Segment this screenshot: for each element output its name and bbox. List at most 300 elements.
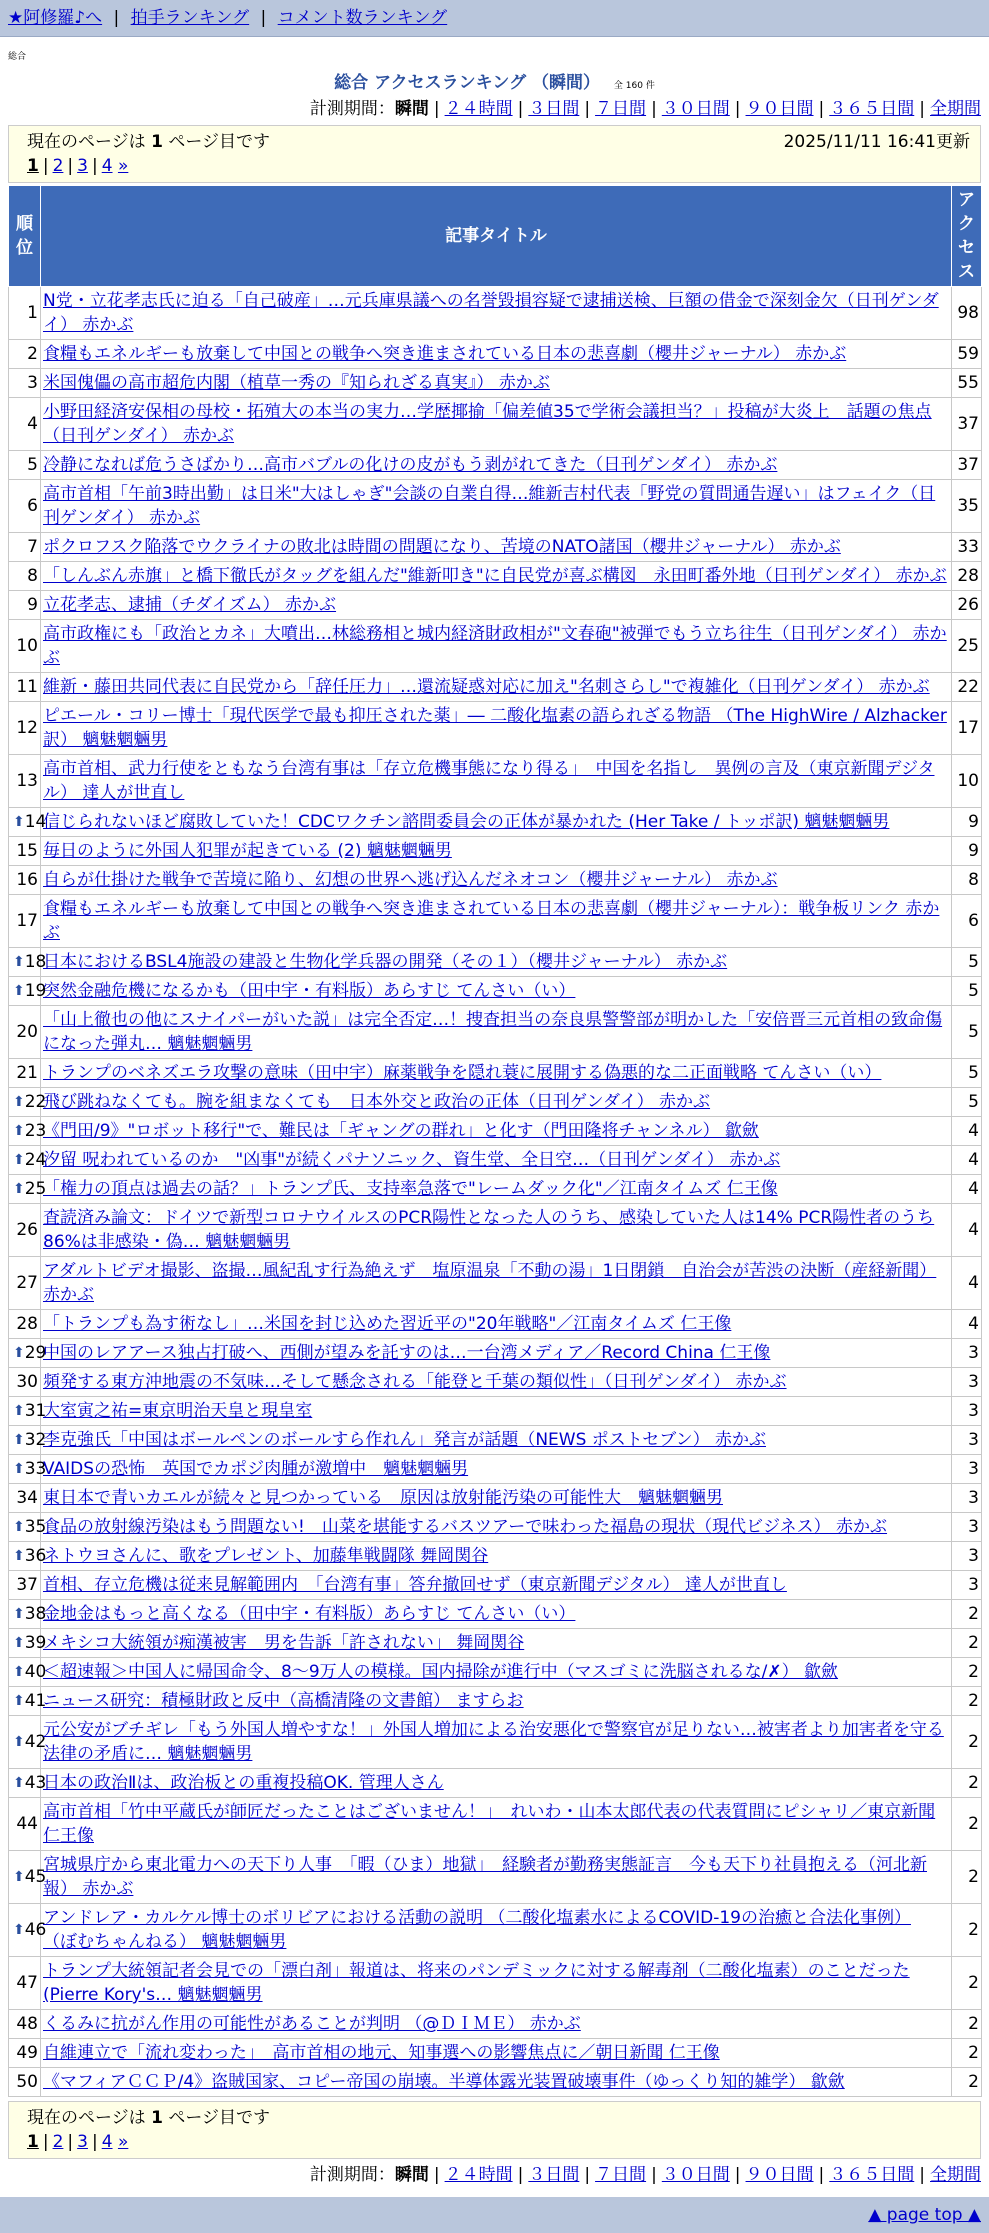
article-link[interactable]: 中国のレアアース独占打破へ、西側が望みを託すのは…一台湾メディア／Record China 仁王像 [43, 1343, 771, 1363]
period-link[interactable]: ３日間 [528, 2165, 580, 2185]
article-link[interactable]: 飛び跳ねなくても。腕を組まなくても 日本外交と政治の正体（日刊ゲンダイ） 赤かぶ [43, 1092, 711, 1112]
access-count: 4 [952, 1257, 982, 1310]
rank-cell [9, 702, 41, 755]
rank-number: 40 [24, 1662, 47, 1682]
rank-number: 42 [24, 1732, 47, 1752]
title-cell [41, 948, 952, 977]
rank-number: 6 [27, 496, 38, 516]
rank-number: 7 [27, 537, 38, 557]
rank-cell [9, 1339, 47, 1368]
title-cell [41, 1904, 952, 1957]
title-cell [41, 1571, 952, 1600]
up-arrow-icon: ⬆ [13, 954, 25, 970]
access-count: 3 [952, 1571, 982, 1600]
rank-cell [9, 866, 41, 895]
title-cell [41, 591, 952, 620]
access-count: 3 [952, 1513, 982, 1542]
title-cell [41, 1542, 952, 1571]
access-count: 3 [952, 1368, 982, 1397]
rank-number: 12 [16, 718, 38, 738]
article-link[interactable]: 食品の放射線汚染はもう問題ない! 山菜を堪能するバスツアーで味わった福島の現状（現代ビジネス） 赤かぶ [43, 1517, 888, 1537]
article-link[interactable]: 査読済み論文：ドイツで新型コロナウイルスのPCR陽性となった人のうち、感染していた人は14% PCR陽性者のうち86%は非感染・偽… 魑魅魍魎男 [43, 1208, 935, 1252]
rank-cell [9, 1716, 47, 1769]
access-count: 4 [952, 1175, 982, 1204]
rank-cell [9, 1571, 41, 1600]
title-cell [41, 808, 952, 837]
total-count: 全 160 件 [613, 81, 655, 91]
rank-cell [9, 1957, 41, 2010]
table-row [9, 948, 982, 977]
period-separator: | [517, 2165, 524, 2185]
rank-number: 50 [16, 2072, 38, 2092]
page-info-box [8, 125, 981, 183]
title-cell [41, 1146, 952, 1175]
article-link[interactable]: 宮城県庁から東北電力への天下り人事 「暇（ひま）地獄」 経験者が勤務実態証言 今も天下り社員抱える（河北新報） 赤かぶ [43, 1855, 927, 1899]
pager-separator: | [91, 2132, 98, 2152]
article-link[interactable]: 《マフィアＣＣＰ/4》盗賊国家、コピー帝国の崩壊。半導体露光装置破壊事件（ゆっくり知的雑学） 歙歛 [43, 2072, 845, 2092]
column-header-access: アクセス [952, 186, 982, 287]
access-count: 2 [952, 1769, 982, 1798]
access-count: 5 [952, 948, 982, 977]
pager-next-link[interactable]: » [117, 156, 129, 176]
article-link[interactable]: 自維連立で「流れ変わった」 高市首相の地元、知事選への影響焦点に／朝日新聞 仁王像 [43, 2043, 720, 2063]
rank-number: 31 [24, 1401, 47, 1421]
article-link[interactable]: 高市政権にも「政治とカネ」大噴出…林総務相と城内経済財政相が"文春砲"被弾でもう立ち往生（日刊ゲンダイ） 赤かぶ [43, 624, 947, 668]
rank-number: 41 [24, 1691, 47, 1711]
title-cell [41, 1368, 952, 1397]
table-row [9, 1426, 982, 1455]
access-count: 3 [952, 1426, 982, 1455]
table-row [9, 1851, 982, 1904]
access-count: 4 [952, 1310, 982, 1339]
rank-cell [9, 1368, 41, 1397]
article-link[interactable]: 高市首相「竹中平蔵氏が師匠だったことはございません！」 れいわ・山本太郎代表の代表質問にピシャリ／東京新聞 仁王像 [43, 1802, 936, 1846]
rank-cell [9, 895, 41, 948]
table-row [9, 287, 982, 340]
bottom-bar [0, 2197, 989, 2233]
rank-number: 9 [27, 595, 38, 615]
period-separator: | [818, 2165, 825, 2185]
period-separator: | [919, 2165, 925, 2185]
table-row [9, 1687, 982, 1716]
comment-ranking-link[interactable]: コメント数ランキング [277, 8, 448, 28]
article-link[interactable]: 米国傀儡の高市超危内閣（植草一秀の『知られざる真実』） 赤かぶ [43, 373, 550, 393]
access-count: 2 [952, 1687, 982, 1716]
access-count: 28 [952, 562, 982, 591]
table-row [9, 1769, 982, 1798]
title-cell [41, 1257, 952, 1310]
pager-link[interactable]: 4 [101, 156, 113, 176]
access-count: 55 [952, 369, 982, 398]
access-count: 5 [952, 977, 982, 1006]
table-row [9, 1629, 982, 1658]
table-row [9, 1455, 982, 1484]
top-nav-bar [0, 0, 989, 37]
up-arrow-icon: ⬆ [13, 1664, 25, 1680]
title-cell [41, 1059, 952, 1088]
rank-number: 8 [27, 566, 38, 586]
article-link[interactable]: ポクロフスク陥落でウクライナの敗北は時間の問題になり、苦境のNATO諸国（櫻井ジャーナル） 赤かぶ [43, 537, 841, 557]
rank-cell [9, 808, 47, 837]
column-header-title: 記事タイトル [41, 186, 952, 287]
title-cell [41, 866, 952, 895]
article-link[interactable]: 毎日のように外国人犯罪が起きている (2) 魑魅魍魎男 [43, 841, 452, 861]
up-arrow-icon: ⬆ [13, 1606, 25, 1622]
table-row [9, 1368, 982, 1397]
table-row [9, 1006, 982, 1059]
home-link[interactable]: ★阿修羅♪へ [8, 8, 103, 28]
period-link[interactable]: ７日間 [595, 99, 647, 119]
period-link[interactable]: ９０日間 [745, 2165, 814, 2185]
table-row [9, 1310, 982, 1339]
rank-number: 37 [16, 1575, 38, 1595]
rank-cell [9, 837, 41, 866]
access-count: 6 [952, 895, 982, 948]
rank-number: 34 [16, 1488, 38, 1508]
rank-cell [9, 1059, 41, 1088]
title-cell [41, 340, 952, 369]
article-link[interactable]: 東日本で青いカエルが続々と見つかっている 原因は放射能汚染の可能性大 魑魅魍魎男 [43, 1488, 723, 1508]
article-link[interactable]: 食糧もエネルギーも放棄して中国との戦争へ突き進まされている日本の悲喜劇（櫻井ジャーナル）：戦争板リンク 赤かぶ [43, 899, 940, 943]
rank-cell [9, 2068, 41, 2097]
rank-cell [9, 1600, 47, 1629]
table-row [9, 837, 982, 866]
rank-cell [9, 2039, 41, 2068]
rank-cell [9, 1513, 47, 1542]
pager-separator: | [42, 156, 49, 176]
article-link[interactable]: ＜超速報＞中国人に帰国命令、8～9万人の模様。国内掃除が進行中（マスゴミに洗脳されるな/✗） 歙歛 [43, 1662, 839, 1682]
article-link[interactable]: 信じられないほど腐敗していた！CDCワクチン諮問委員会の正体が暴かれた (Her Take / トッポ訳) 魑魅魍魎男 [43, 812, 890, 832]
period-link[interactable]: 全期間 [930, 99, 981, 119]
period-link[interactable]: ３０日間 [661, 2165, 730, 2185]
rank-cell [9, 1088, 47, 1117]
period-link[interactable]: ９０日間 [745, 99, 814, 119]
table-row [9, 591, 982, 620]
rank-number: 27 [16, 1273, 38, 1293]
pager-current: 1 [27, 156, 39, 176]
title-cell [41, 1687, 952, 1716]
rank-cell [9, 755, 41, 808]
period-link[interactable]: ７日間 [595, 2165, 647, 2185]
access-count: 2 [952, 1658, 982, 1687]
title-cell [41, 398, 952, 451]
title-cell [41, 837, 952, 866]
title-cell [41, 1658, 952, 1687]
current-page-text: 現在のページは 1 ページ目です [27, 2108, 270, 2128]
current-page-text: 現在のページは 1 ページ目です [27, 132, 270, 152]
title-cell [41, 2010, 952, 2039]
access-count: 25 [952, 620, 982, 673]
pager-separator: | [91, 156, 98, 176]
rank-number: 13 [16, 771, 38, 791]
up-arrow-icon: ⬆ [13, 1094, 25, 1110]
rank-cell [9, 1006, 41, 1059]
column-header-rank: 順位 [9, 186, 41, 287]
article-link[interactable]: 大室寅之祐=東京明治天皇と現皇室 [43, 1401, 313, 1421]
period-separator: | [584, 2165, 591, 2185]
table-row [9, 1146, 982, 1175]
access-count: 2 [952, 2039, 982, 2068]
up-arrow-icon: ⬆ [13, 1403, 25, 1419]
table-row [9, 977, 982, 1006]
period-link[interactable]: 全期間 [930, 2165, 981, 2185]
rank-cell [9, 2010, 41, 2039]
access-count: 3 [952, 1339, 982, 1368]
access-count: 5 [952, 1088, 982, 1117]
rank-number: 25 [24, 1179, 47, 1199]
rank-number: 48 [16, 2014, 38, 2034]
article-link[interactable]: 日本の政治Ⅱは、政治板との重複投稿OK. 管理人さん [43, 1773, 444, 1793]
title-cell [41, 287, 952, 340]
rank-number: 15 [16, 841, 38, 861]
article-link[interactable]: 維新・藤田共同代表に自民党から「辞任圧力」…還流疑惑対応に加え"名刺さらし"で複雑化（日刊ゲンダイ） 赤かぶ [43, 677, 930, 697]
period-label: 計測期間： [309, 2165, 395, 2185]
article-link[interactable]: VAIDSの恐怖 英国でカポジ肉腫が激増中 魑魅魍魎男 [43, 1459, 469, 1479]
title-cell [41, 1851, 952, 1904]
title-cell [41, 1088, 952, 1117]
rank-cell [9, 287, 41, 340]
pager-separator: | [67, 2132, 74, 2152]
article-link[interactable]: 食糧もエネルギーも放棄して中国との戦争へ突き進まされている日本の悲喜劇（櫻井ジャーナル） 赤かぶ [43, 344, 847, 364]
table-row [9, 808, 982, 837]
rank-number: 45 [24, 1867, 47, 1887]
article-link[interactable]: 首相、存立危機は従来見解範囲内 「台湾有事」答弁撤回せず（東京新聞デジタル） 達人が世直し [43, 1575, 787, 1595]
access-count: 2 [952, 2068, 982, 2097]
rank-cell [9, 398, 41, 451]
title-cell [41, 620, 952, 673]
up-arrow-icon: ⬆ [13, 1123, 25, 1139]
table-row [9, 2010, 982, 2039]
access-count: 2 [952, 1716, 982, 1769]
table-row [9, 1059, 982, 1088]
access-count: 3 [952, 1397, 982, 1426]
period-link[interactable]: ３６５日間 [829, 99, 915, 119]
period-link[interactable]: ３日間 [528, 99, 580, 119]
access-count: 2 [952, 1904, 982, 1957]
title-cell [41, 977, 952, 1006]
article-link[interactable]: アダルトビデオ撮影、盗撮…風紀乱す行為絶えず 塩原温泉「不動の湯」1日閉鎖 自治会が苦渋の決断（産経新聞） 赤かぶ [43, 1261, 937, 1305]
pager-next-link[interactable]: » [117, 2132, 129, 2152]
title-cell [41, 451, 952, 480]
table-row [9, 1542, 982, 1571]
title-cell [41, 533, 952, 562]
period-separator: | [433, 2165, 440, 2185]
period-separator: | [734, 99, 741, 119]
period-link[interactable]: ３０日間 [661, 99, 730, 119]
access-count: 22 [952, 673, 982, 702]
title-cell [41, 1006, 952, 1059]
rank-cell [9, 1397, 47, 1426]
article-link[interactable]: 小野田経済安保相の母校・拓殖大の本当の実力…学歴揶揄「偏差値35で学術会議担当？」投稿が大炎上 話題の焦点（日刊ゲンダイ） 赤かぶ [43, 402, 932, 446]
rank-number: 4 [27, 414, 38, 434]
ranking-table [8, 185, 982, 2097]
rank-number: 19 [24, 981, 47, 1001]
access-count: 35 [952, 480, 982, 533]
article-link[interactable]: 立花孝志、逮捕（チダイズム） 赤かぶ [43, 595, 337, 615]
article-link[interactable]: 李克強氏「中国はボールペンのボールすら作れん」発言が話題（NEWS ポストセブン） 赤かぶ [43, 1430, 766, 1450]
access-count: 3 [952, 1542, 982, 1571]
rank-number: 32 [24, 1430, 47, 1450]
rank-number: 29 [24, 1343, 47, 1363]
rank-number: 24 [24, 1150, 47, 1170]
updated-timestamp: 2025/11/11 16:41更新 [783, 132, 970, 152]
title-cell [41, 1339, 952, 1368]
article-link[interactable]: トランプのベネズエラ攻撃の意味（田中宇）麻薬戦争を隠れ蓑に展開する偽悪的な二正面戦略 てんさい（い） [43, 1063, 882, 1083]
nav-separator: | [113, 8, 120, 28]
rank-number: 17 [16, 911, 38, 931]
article-link[interactable]: ネトウヨさんに、歌をプレゼント、加藤隼戦闘隊 舞岡関谷 [43, 1546, 489, 1566]
title-cell [41, 755, 952, 808]
up-arrow-icon: ⬆ [13, 1869, 25, 1885]
period-separator: | [818, 99, 825, 119]
table-row [9, 620, 982, 673]
page-info-box-bottom [8, 2101, 981, 2159]
rank-cell [9, 591, 41, 620]
article-link[interactable]: 「山上徹也の他にスナイパーがいた説」は完全否定…！捜査担当の奈良県警警部が明かした「安倍晋三元首相の致命傷になった弾丸… 魑魅魍魎男 [43, 1010, 943, 1054]
article-link[interactable]: 冷静になれば危うさばかり…高市バブルの化けの皮がもう剥がれてきた（日刊ゲンダイ） 赤かぶ [43, 455, 778, 475]
article-link[interactable]: 《門田/9》"ロボット移行"で、難民は「ギャングの群れ」と化す（門田隆将チャンネル） 歙歛 [43, 1121, 759, 1141]
article-link[interactable]: 「トランプも為す術なし」…米国を封じ込めた習近平の"20年戦略"／江南タイムズ 仁王像 [43, 1314, 732, 1334]
title-cell [41, 702, 952, 755]
title-cell [41, 1426, 952, 1455]
access-count: 17 [952, 702, 982, 755]
access-count: 98 [952, 287, 982, 340]
pager-link[interactable]: 3 [77, 156, 88, 176]
rank-cell [9, 1769, 47, 1798]
table-row [9, 369, 982, 398]
title-cell [41, 2039, 952, 2068]
rank-number: 22 [24, 1092, 47, 1112]
rank-number: 36 [24, 1546, 47, 1566]
period-separator: | [919, 99, 925, 119]
article-link[interactable]: 「権力の頂点は過去の話？」トランプ氏、支持率急落で"レームダック化"／江南タイムズ 仁王像 [43, 1179, 778, 1199]
rank-cell [9, 1117, 47, 1146]
article-link[interactable]: ニュース研究：積極財政と反中（高橋清隆の文書館） ますらお [43, 1691, 524, 1711]
pager-link[interactable]: 2 [52, 156, 64, 176]
period-link[interactable]: ３６５日間 [829, 2165, 915, 2185]
up-arrow-icon: ⬆ [13, 1461, 25, 1477]
rank-number: 5 [27, 455, 38, 475]
up-arrow-icon: ⬆ [13, 1693, 25, 1709]
rank-cell [9, 533, 41, 562]
rank-number: 33 [24, 1459, 47, 1479]
article-link[interactable]: くるみに抗がん作用の可能性があることが判明 （@ＤＩＭＥ） 赤かぶ [43, 2014, 581, 2034]
article-link[interactable]: ピエール・コリー博士「現代医学で最も抑圧された薬」― 二酸化塩素の語られざる物語 （The HighWire / Alzhacker訳） 魑魅魍魎男 [43, 706, 947, 750]
title-cell [41, 1455, 952, 1484]
article-link[interactable]: 汐留 呪われているのか "凶事"が続くパナソニック、資生堂、全日空…（日刊ゲンダイ） 赤かぶ [43, 1150, 781, 1170]
access-count: 9 [952, 808, 982, 837]
rank-cell [9, 1851, 47, 1904]
rank-number: 49 [16, 2043, 38, 2063]
table-row [9, 673, 982, 702]
pagination-bottom [27, 2130, 970, 2154]
title-cell [41, 1769, 952, 1798]
rank-number: 20 [16, 1022, 38, 1042]
period-current: 瞬間 [394, 2165, 429, 2185]
table-row [9, 1397, 982, 1426]
rank-number: 11 [16, 677, 38, 697]
article-link[interactable]: 高市首相「午前3時出勤」は日米"大はしゃぎ"会談の自業自得…維新吉村代表「野党の質問通告遅い」はフェイク（日刊ゲンダイ） 赤かぶ [43, 484, 936, 528]
access-count: 3 [952, 1484, 982, 1513]
article-link[interactable]: 金地金はもっと高くなる（田中宇・有料版）あらすじ てんさい（い） [43, 1604, 576, 1624]
article-link[interactable]: メキシコ大統領が痴漢被害 男を告訴「許されない」 舞岡関谷 [43, 1633, 525, 1653]
page-title-text: 総合 アクセスランキング （瞬間） [334, 73, 600, 93]
article-link[interactable]: 「しんぶん赤旗」と橋下徹氏がタッグを組んだ"維新叩き"に自民党が喜ぶ構図 永田町番外地（日刊ゲンダイ） 赤かぶ [43, 566, 947, 586]
rank-number: 3 [27, 373, 38, 393]
rank-cell [9, 1904, 47, 1957]
rank-number: 46 [24, 1920, 47, 1940]
pager-link[interactable]: 4 [101, 2132, 113, 2152]
title-cell [41, 895, 952, 948]
table-row [9, 1904, 982, 1957]
rank-cell [9, 562, 41, 591]
period-link[interactable]: ２４時間 [444, 99, 513, 119]
article-link[interactable]: 自らが仕掛けた戦争で苦境に陥り、幻想の世界へ逃げ込んだネオコン（櫻井ジャーナル） 赤かぶ [43, 870, 778, 890]
article-link[interactable]: トランプ大統領記者会見での「漂白剤」報道は、将来のパンデミックに対する解毒剤（二酸化塩素）のことだった (Pierre Kory's… 魑魅魍魎男 [43, 1961, 910, 2005]
rank-number: 39 [24, 1633, 47, 1653]
pager-link[interactable]: 3 [77, 2132, 88, 2152]
rank-number: 18 [24, 952, 47, 972]
article-link[interactable]: 突然金融危機になるかも（田中宇・有料版）あらすじ てんさい（い） [43, 981, 576, 1001]
rank-number: 2 [27, 344, 38, 364]
table-row [9, 895, 982, 948]
up-arrow-icon: ⬆ [13, 1152, 25, 1168]
table-row [9, 398, 982, 451]
article-link[interactable]: 日本におけるBSL4施設の建設と生物化学兵器の開発（その１）（櫻井ジャーナル） 赤かぶ [43, 952, 728, 972]
access-count: 59 [952, 340, 982, 369]
period-separator: | [734, 2165, 741, 2185]
rank-cell [9, 1257, 41, 1310]
page-top-link[interactable]: ▲ page top ▲ [868, 2205, 981, 2225]
title-cell [41, 1629, 952, 1658]
article-link[interactable]: アンドレア・カルケル博士のボリビアにおける活動の説明 （二酸化塩素水によるCOVID-19の治癒と合法化事例） （ぼむちゃんねる） 魑魅魍魎男 [43, 1908, 911, 1952]
title-cell [41, 1513, 952, 1542]
access-count: 4 [952, 1146, 982, 1175]
article-link[interactable]: 頻発する東方沖地震の不気味…そして懸念される「能登と千葉の類似性」（日刊ゲンダイ） 赤かぶ [43, 1372, 787, 1392]
period-selector [0, 97, 989, 121]
pager-link[interactable]: 2 [52, 2132, 64, 2152]
table-row [9, 1117, 982, 1146]
access-count: 33 [952, 533, 982, 562]
up-arrow-icon: ⬆ [13, 1345, 25, 1361]
access-count: 9 [952, 837, 982, 866]
period-selector-bottom [0, 2163, 989, 2187]
article-link[interactable]: 高市首相、武力行使をともなう台湾有事は「存立危機事態になり得る」 中国を名指し 異例の言及（東京新聞デジタル） 達人が世直し [43, 759, 935, 803]
table-row [9, 755, 982, 808]
title-cell [41, 1600, 952, 1629]
table-row [9, 1658, 982, 1687]
access-count: 2 [952, 1629, 982, 1658]
rank-cell [9, 1175, 47, 1204]
rank-number: 14 [24, 812, 47, 832]
period-link[interactable]: ２４時間 [444, 2165, 513, 2185]
access-count: 37 [952, 398, 982, 451]
period-separator: | [517, 99, 524, 119]
table-row [9, 2068, 982, 2097]
pager-separator: | [67, 156, 74, 176]
table-row [9, 702, 982, 755]
rank-cell [9, 1204, 41, 1257]
rank-cell [9, 620, 41, 673]
table-row [9, 1957, 982, 2010]
table-row [9, 1484, 982, 1513]
article-link[interactable]: 元公安がブチギレ「もう外国人増やすな！」外国人増加による治安悪化で警察官が足りない…被害者より加害者を守る法律の矛盾に… 魑魅魍魎男 [43, 1720, 944, 1764]
article-link[interactable]: N党・立花孝志氏に迫る「自己破産」…元兵庫県議への名誉毀損容疑で逮捕送検、巨額の借金で深刻金欠（日刊ゲンダイ） 赤かぶ [43, 291, 939, 335]
rank-cell [9, 1658, 47, 1687]
rank-number: 1 [27, 303, 38, 323]
applause-ranking-link[interactable]: 拍手ランキング [130, 8, 250, 28]
access-count: 2 [952, 1600, 982, 1629]
